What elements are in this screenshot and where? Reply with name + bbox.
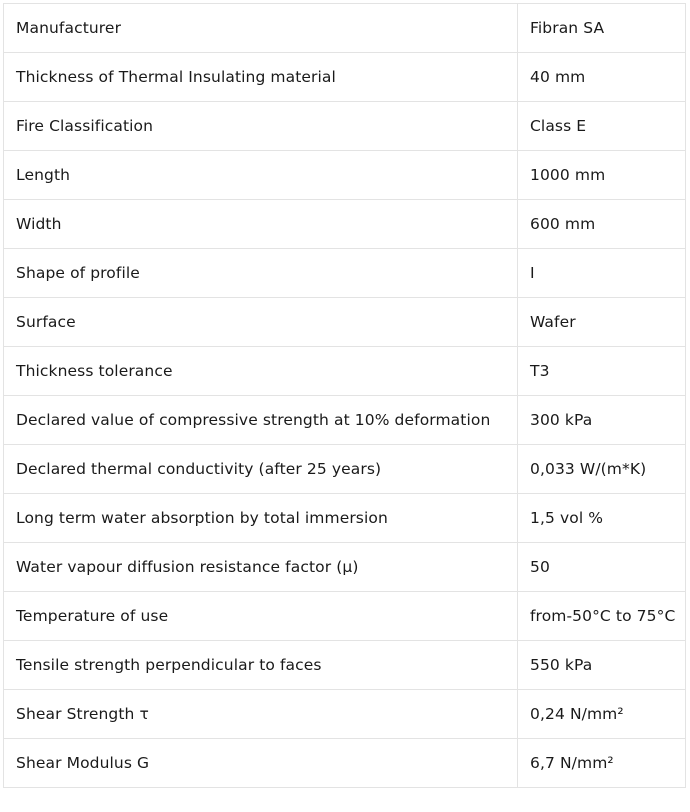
spec-label: Shear Modulus G [4, 739, 518, 788]
spec-value: I [518, 249, 686, 298]
spec-value: from-50°C to 75°C [518, 592, 686, 641]
spec-label: Length [4, 151, 518, 200]
table-row [4, 102, 686, 151]
table-row [4, 200, 686, 249]
product-spec-table [3, 3, 686, 788]
spec-label: Long term water absorption by total immersion [4, 494, 518, 543]
table-row [4, 543, 686, 592]
spec-value: 1,5 vol % [518, 494, 686, 543]
spec-value: 600 mm [518, 200, 686, 249]
table-row [4, 690, 686, 739]
table-row [4, 298, 686, 347]
table-row [4, 53, 686, 102]
table-row [4, 347, 686, 396]
spec-value: 0,24 N/mm² [518, 690, 686, 739]
spec-label: Shear Strength τ [4, 690, 518, 739]
spec-value: 550 kPa [518, 641, 686, 690]
spec-label: Temperature of use [4, 592, 518, 641]
table-row [4, 494, 686, 543]
spec-label: Fire Classification [4, 102, 518, 151]
spec-label: Surface [4, 298, 518, 347]
table-row [4, 592, 686, 641]
table-row [4, 396, 686, 445]
spec-value: 0,033 W/(m*K) [518, 445, 686, 494]
table-row [4, 739, 686, 788]
table-row [4, 641, 686, 690]
spec-label: Thickness of Thermal Insulating material [4, 53, 518, 102]
spec-label: Manufacturer [4, 4, 518, 53]
spec-label: Water vapour diffusion resistance factor (μ) [4, 543, 518, 592]
spec-value: T3 [518, 347, 686, 396]
table-row [4, 249, 686, 298]
spec-label: Declared thermal conductivity (after 25 years) [4, 445, 518, 494]
spec-value: 300 kPa [518, 396, 686, 445]
spec-value: 6,7 N/mm² [518, 739, 686, 788]
spec-label: Thickness tolerance [4, 347, 518, 396]
spec-label: Declared value of compressive strength at 10% deformation [4, 396, 518, 445]
spec-label: Tensile strength perpendicular to faces [4, 641, 518, 690]
spec-value: Fibran SA [518, 4, 686, 53]
spec-label: Shape of profile [4, 249, 518, 298]
spec-value: 40 mm [518, 53, 686, 102]
table-row [4, 4, 686, 53]
spec-value: 1000 mm [518, 151, 686, 200]
spec-value: Wafer [518, 298, 686, 347]
spec-table-body [4, 4, 686, 788]
spec-value: Class E [518, 102, 686, 151]
spec-label: Width [4, 200, 518, 249]
table-row [4, 445, 686, 494]
table-row [4, 151, 686, 200]
spec-value: 50 [518, 543, 686, 592]
